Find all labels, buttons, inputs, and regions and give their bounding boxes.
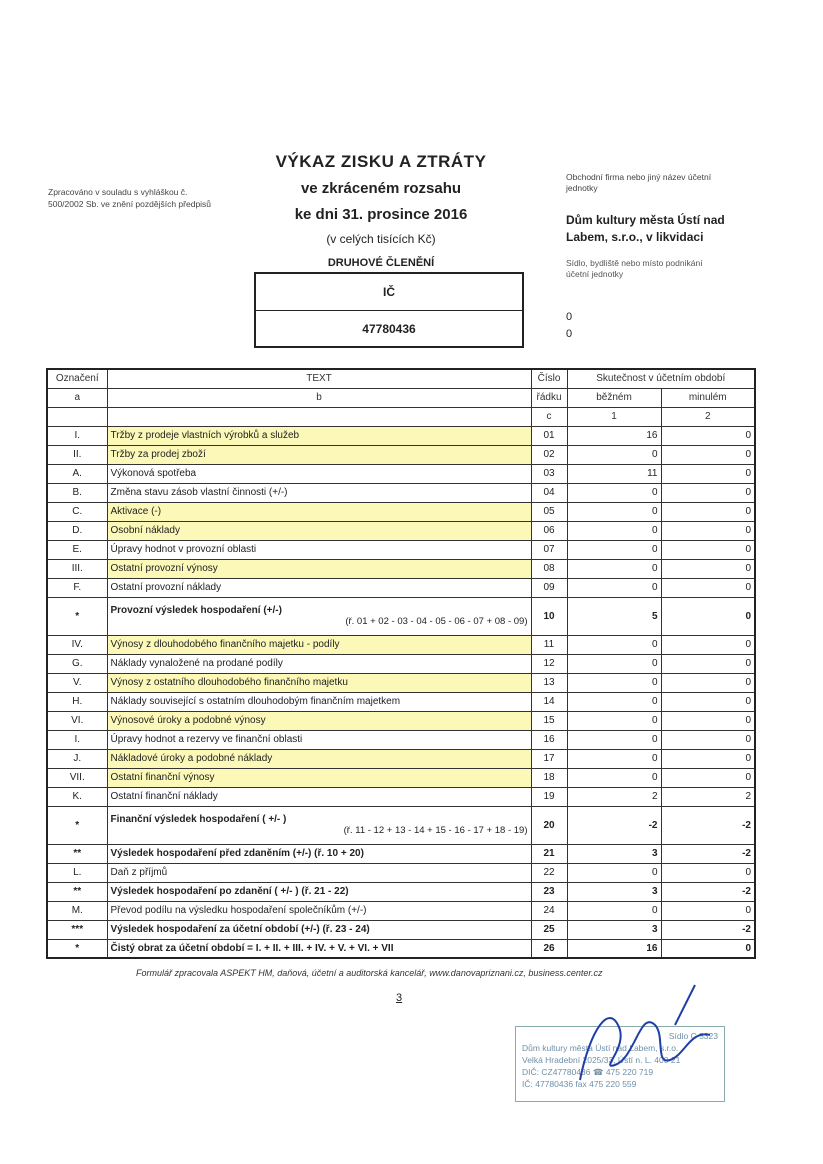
row-previous-value: 0: [661, 559, 755, 578]
form-footer-note: Formulář zpracovala ASPEKT HM, daňová, účetní a auditorská kancelář, www.danovapriznani.cz, business.center.cz: [136, 968, 603, 978]
row-mark: L.: [47, 863, 107, 882]
row-previous-value: 0: [661, 692, 755, 711]
row-previous-value: 0: [661, 445, 755, 464]
row-current-value: 0: [567, 768, 661, 787]
row-text-main: Náklady související s ostatním dlouhodobým finančním majetkem: [110, 696, 401, 707]
row-text: [107, 464, 531, 483]
row-text-main: Výkonová spotřeba: [110, 468, 197, 479]
row-previous-value: 0: [661, 426, 755, 445]
row-mark: *: [47, 597, 107, 635]
table-row: [47, 540, 755, 559]
row-previous-value: 0: [661, 901, 755, 920]
row-number: 05: [531, 502, 567, 521]
row-number: 21: [531, 844, 567, 863]
table-row: [47, 882, 755, 901]
row-number: 17: [531, 749, 567, 768]
row-text-main: Výnosy z dlouhodobého finančního majetku - podíly: [110, 639, 340, 650]
firm-note-line-1: Obchodní firma nebo jiný název účetní: [566, 172, 712, 182]
row-mark: A.: [47, 464, 107, 483]
page-number: 3: [396, 992, 403, 1004]
row-previous-value: 0: [661, 749, 755, 768]
row-current-value: 3: [567, 844, 661, 863]
row-text: [107, 673, 531, 692]
col-header-2: 2: [661, 407, 755, 426]
row-text: [107, 654, 531, 673]
row-text: [107, 844, 531, 863]
table-row: [47, 901, 755, 920]
row-text-formula: (ř. 01 + 02 - 03 - 04 - 05 - 06 - 07 + 08 - 09): [345, 616, 528, 627]
row-previous-value: -2: [661, 920, 755, 939]
row-previous-value: 0: [661, 483, 755, 502]
row-text: [107, 445, 531, 464]
table-row: [47, 863, 755, 882]
col-header-previous: minulém: [661, 388, 755, 407]
seat-value-1: 0: [566, 311, 573, 323]
row-mark: VII.: [47, 768, 107, 787]
row-text: [107, 521, 531, 540]
row-number: 20: [531, 806, 567, 844]
row-text-main: Provozní výsledek hospodaření (+/-): [110, 605, 282, 616]
row-current-value: 0: [567, 635, 661, 654]
row-previous-value: 0: [661, 540, 755, 559]
row-text: [107, 882, 531, 901]
row-previous-value: 0: [661, 654, 755, 673]
col-header-b: b: [107, 388, 531, 407]
stamp-line-3: Velká Hradební 2025/33, Ústí n. L. 400 21: [522, 1055, 681, 1065]
row-text: [107, 711, 531, 730]
row-mark: K.: [47, 787, 107, 806]
income-statement-table: [46, 368, 756, 959]
row-previous-value: 0: [661, 711, 755, 730]
row-number: 13: [531, 673, 567, 692]
row-number: 12: [531, 654, 567, 673]
row-current-value: -2: [567, 806, 661, 844]
row-current-value: 16: [567, 426, 661, 445]
report-subtitle: ve zkráceném rozsahu: [300, 180, 462, 197]
table-row: [47, 521, 755, 540]
row-number: 07: [531, 540, 567, 559]
row-mark: I.: [47, 426, 107, 445]
table-row: [47, 654, 755, 673]
legal-note: [48, 186, 258, 210]
row-text-main: Nákladové úroky a podobné náklady: [110, 753, 273, 764]
row-text-main: Výnosové úroky a podobné výnosy: [110, 715, 266, 726]
handwritten-signature: [560, 970, 740, 1100]
row-mark: D.: [47, 521, 107, 540]
table-row: [47, 464, 755, 483]
table-row: [47, 768, 755, 787]
row-current-value: 0: [567, 445, 661, 464]
row-text: [107, 597, 531, 635]
seat-note-line-2: účetní jednotky: [566, 269, 624, 279]
row-previous-value: 0: [661, 464, 755, 483]
row-mark: III.: [47, 559, 107, 578]
col-header-current: běžném: [567, 388, 661, 407]
ic-value: 47780436: [362, 322, 416, 336]
row-previous-value: 0: [661, 673, 755, 692]
row-current-value: 0: [567, 483, 661, 502]
row-previous-value: -2: [661, 806, 755, 844]
row-text: [107, 939, 531, 958]
row-mark: E.: [47, 540, 107, 559]
row-number: 02: [531, 445, 567, 464]
row-current-value: 0: [567, 502, 661, 521]
row-number: 16: [531, 730, 567, 749]
col-header-mark: Označení: [47, 369, 107, 388]
table-row: [47, 597, 755, 635]
row-text-main: Daň z příjmů: [110, 867, 168, 878]
table-row: [47, 692, 755, 711]
row-number: 23: [531, 882, 567, 901]
table-row: [47, 844, 755, 863]
row-current-value: 3: [567, 882, 661, 901]
table-row: [47, 787, 755, 806]
row-text: [107, 578, 531, 597]
row-mark: I.: [47, 730, 107, 749]
row-mark: VI.: [47, 711, 107, 730]
row-current-value: 16: [567, 939, 661, 958]
row-number: 09: [531, 578, 567, 597]
row-number: 08: [531, 559, 567, 578]
row-current-value: 0: [567, 730, 661, 749]
header-row-1: [47, 369, 755, 388]
seat-value-2: 0: [566, 328, 573, 340]
row-text: [107, 787, 531, 806]
report-date: ke dni 31. prosince 2016: [294, 206, 468, 223]
row-text: [107, 730, 531, 749]
row-text: [107, 483, 531, 502]
stamp-line-1: Sídlo C 5323: [668, 1031, 718, 1041]
row-mark: **: [47, 844, 107, 863]
col-header-a: a: [47, 388, 107, 407]
row-previous-value: -2: [661, 844, 755, 863]
row-previous-value: 0: [661, 578, 755, 597]
stamp-line-2: Dům kultury města Ústí nad Labem, s.r.o.: [522, 1043, 679, 1053]
firm-name: [566, 212, 766, 246]
report-title: VÝKAZ ZISKU A ZTRÁTY: [275, 152, 487, 171]
row-current-value: 0: [567, 711, 661, 730]
seat-note-line-1: Sídlo, bydliště nebo místo podnikání: [566, 258, 703, 268]
row-text: [107, 806, 531, 844]
row-text-main: Výnosy z ostatního dlouhodobého finančního majetku: [110, 677, 348, 688]
row-text: [107, 426, 531, 445]
table-row: [47, 483, 755, 502]
header-row-3: [47, 407, 755, 426]
col-header-c: c: [531, 407, 567, 426]
row-current-value: 0: [567, 673, 661, 692]
row-current-value: 0: [567, 901, 661, 920]
row-text: [107, 635, 531, 654]
row-mark: C.: [47, 502, 107, 521]
col-header-blank-2: [107, 407, 531, 426]
row-text-main: Převod podílu na výsledku hospodaření společníkům (+/-): [110, 905, 367, 916]
row-current-value: 5: [567, 597, 661, 635]
firm-name-line-2: Labem, s.r.o., v likvidaci: [566, 230, 704, 244]
row-text-main: Úpravy hodnot a rezervy ve finanční oblasti: [110, 734, 303, 745]
row-previous-value: 0: [661, 502, 755, 521]
legal-note-line-1: Zpracováno v souladu s vyhláškou č.: [48, 187, 188, 197]
row-current-value: 0: [567, 692, 661, 711]
table-row: [47, 578, 755, 597]
row-number: 03: [531, 464, 567, 483]
row-previous-value: 0: [661, 863, 755, 882]
table-row: [47, 920, 755, 939]
row-text-main: Ostatní finanční výnosy: [110, 772, 215, 783]
row-previous-value: 0: [661, 768, 755, 787]
firm-note: [566, 172, 756, 194]
stamp-line-5: IČ: 47780436 fax 475 220 559: [522, 1079, 637, 1089]
stamp-line-4: DIČ: CZ47780436 ☎ 475 220 719: [522, 1067, 654, 1077]
table-row: [47, 711, 755, 730]
row-mark: B.: [47, 483, 107, 502]
row-number: 14: [531, 692, 567, 711]
row-mark: *: [47, 939, 107, 958]
row-text-main: Osobní náklady: [110, 525, 180, 536]
row-number: 04: [531, 483, 567, 502]
row-number: 11: [531, 635, 567, 654]
row-mark: G.: [47, 654, 107, 673]
row-number: 25: [531, 920, 567, 939]
row-text-main: Výsledek hospodaření za účetní období (+/-) (ř. 23 - 24): [110, 924, 370, 935]
row-current-value: 0: [567, 863, 661, 882]
row-mark: IV.: [47, 635, 107, 654]
row-text: [107, 863, 531, 882]
row-current-value: 11: [567, 464, 661, 483]
firm-name-line-1: Dům kultury města Ústí nad: [566, 213, 725, 227]
row-number: 24: [531, 901, 567, 920]
row-text-main: Tržby z prodeje vlastních výrobků a služeb: [110, 430, 300, 441]
row-current-value: 0: [567, 654, 661, 673]
row-text-main: Ostatní provozní výnosy: [110, 563, 218, 574]
row-previous-value: 0: [661, 597, 755, 635]
row-number: 26: [531, 939, 567, 958]
row-text-main: Ostatní provozní náklady: [110, 582, 222, 593]
ic-label: IČ: [256, 274, 522, 311]
row-text-main: Úpravy hodnot v provozní oblasti: [110, 544, 257, 555]
seat-note: [566, 258, 756, 280]
col-header-number: Číslo: [531, 369, 567, 388]
table-row: [47, 673, 755, 692]
firm-note-line-2: jednotky: [566, 183, 598, 193]
row-previous-value: -2: [661, 882, 755, 901]
legal-note-line-2: 500/2002 Sb. ve znění pozdějších předpisů: [48, 199, 212, 209]
row-mark: V.: [47, 673, 107, 692]
row-mark: *: [47, 806, 107, 844]
row-current-value: 0: [567, 578, 661, 597]
table-row: [47, 445, 755, 464]
row-text-main: Finanční výsledek hospodaření ( +/- ): [110, 814, 287, 825]
row-mark: H.: [47, 692, 107, 711]
row-text: [107, 692, 531, 711]
row-number: 10: [531, 597, 567, 635]
row-text-main: Čistý obrat za účetní období = I. + II. + III. + IV. + V. + VI. + VII: [110, 942, 394, 954]
col-header-blank-1: [47, 407, 107, 426]
table-row: [47, 502, 755, 521]
row-text-main: Náklady vynaložené na prodané podíly: [110, 658, 283, 669]
ic-box: [254, 272, 524, 348]
row-current-value: 3: [567, 920, 661, 939]
table-row: [47, 806, 755, 844]
row-text-main: Výsledek hospodaření po zdanění ( +/- ) (ř. 21 - 22): [110, 886, 349, 897]
row-text-main: Výsledek hospodaření před zdaněním (+/-) (ř. 10 + 20): [110, 848, 364, 859]
row-text: [107, 540, 531, 559]
row-current-value: 0: [567, 559, 661, 578]
col-header-text: TEXT: [107, 369, 531, 388]
row-number: 19: [531, 787, 567, 806]
row-text: [107, 749, 531, 768]
table-row: [47, 749, 755, 768]
col-header-actual: Skutečnost v účetním období: [567, 369, 755, 388]
row-text: [107, 559, 531, 578]
row-current-value: 0: [567, 540, 661, 559]
row-text-main: Aktivace (-): [110, 506, 162, 517]
row-number: 01: [531, 426, 567, 445]
report-classification: DRUHOVÉ ČLENĚNÍ: [327, 257, 435, 269]
row-mark: M.: [47, 901, 107, 920]
row-previous-value: 0: [661, 521, 755, 540]
row-mark: F.: [47, 578, 107, 597]
row-text-main: Tržby za prodej zboží: [110, 449, 206, 460]
row-text-main: Ostatní finanční náklady: [110, 791, 218, 802]
table-row: [47, 730, 755, 749]
row-number: 18: [531, 768, 567, 787]
row-previous-value: 2: [661, 787, 755, 806]
row-current-value: 0: [567, 521, 661, 540]
row-text: [107, 768, 531, 787]
row-current-value: 2: [567, 787, 661, 806]
row-previous-value: 0: [661, 635, 755, 654]
table-row: [47, 635, 755, 654]
row-previous-value: 0: [661, 730, 755, 749]
row-mark: J.: [47, 749, 107, 768]
row-mark: II.: [47, 445, 107, 464]
row-current-value: 0: [567, 749, 661, 768]
row-number: 15: [531, 711, 567, 730]
col-header-row-label: řádku: [531, 388, 567, 407]
table-row: [47, 939, 755, 958]
row-text: [107, 502, 531, 521]
table-row: [47, 426, 755, 445]
row-text: [107, 901, 531, 920]
row-mark: **: [47, 882, 107, 901]
row-number: 22: [531, 863, 567, 882]
row-previous-value: 0: [661, 939, 755, 958]
row-number: 06: [531, 521, 567, 540]
row-mark: ***: [47, 920, 107, 939]
row-text-formula: (ř. 11 - 12 + 13 - 14 + 15 - 16 - 17 + 18 - 19): [343, 825, 528, 836]
col-header-1: 1: [567, 407, 661, 426]
report-units: (v celých tisících Kč): [326, 232, 436, 246]
table-row: [47, 559, 755, 578]
row-text: [107, 920, 531, 939]
row-text-main: Změna stavu zásob vlastní činnosti (+/-): [110, 487, 288, 498]
header-row-2: [47, 388, 755, 407]
